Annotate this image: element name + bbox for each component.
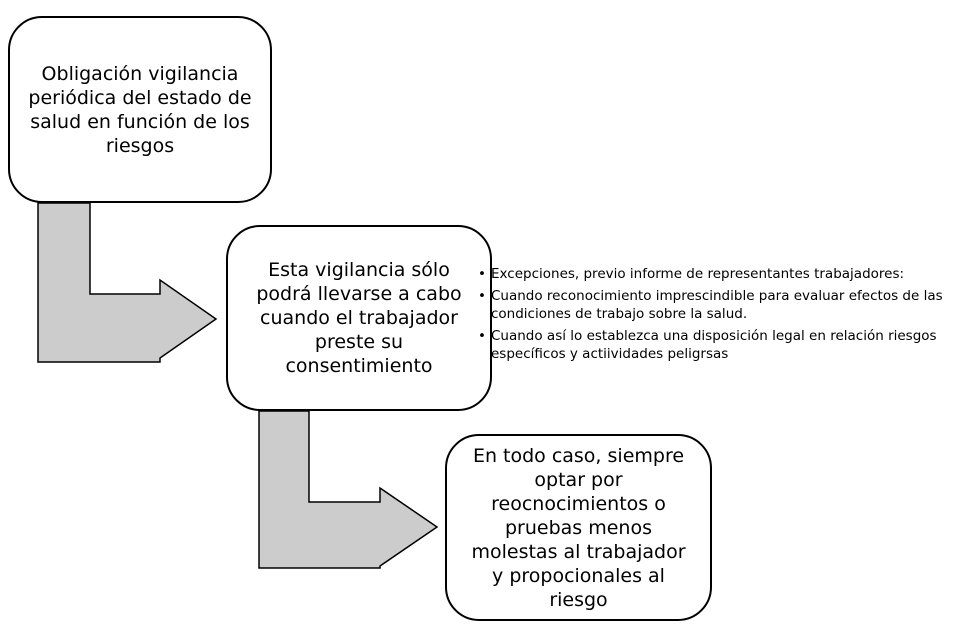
step-box-obligacion: [8, 16, 272, 203]
exceptions-item-text: Cuando así lo establezca una disposición legal en relación riesgos específicos y actiividades peligrsas: [491, 328, 937, 362]
exceptions-item-text: Cuando reconocimiento imprescindible para evaluar efectos de las condiciones de trabajo sobre la salud.: [491, 288, 943, 322]
bullet-icon: •: [478, 288, 486, 304]
exceptions-item-1: [478, 265, 968, 283]
step-text-3: En todo caso, siempre optar por reocnocimientos o pruebas menos molestas al trabajador y propocionales al riesgo: [471, 444, 686, 611]
exceptions-item-2: [478, 287, 968, 323]
bent-arrow-2: [259, 411, 437, 568]
step-text-2: Esta vigilancia sólo podrá llevarse a cabo cuando el trabajador preste su consentimiento: [256, 259, 462, 377]
exceptions-item-3: [478, 327, 968, 363]
step-box-consentimiento: [226, 225, 492, 411]
step-box-pruebas: [445, 434, 712, 621]
step-text-1: Obligación vigilancia periódica del estado de salud en función de los riesgos: [28, 62, 252, 157]
bullet-icon: •: [478, 266, 486, 282]
exceptions-item-text: Excepciones, previo informe de representantes trabajadores:: [491, 266, 905, 282]
bent-arrow-1: [38, 203, 216, 362]
exceptions-list: [478, 265, 968, 367]
bullet-icon: •: [478, 328, 486, 344]
